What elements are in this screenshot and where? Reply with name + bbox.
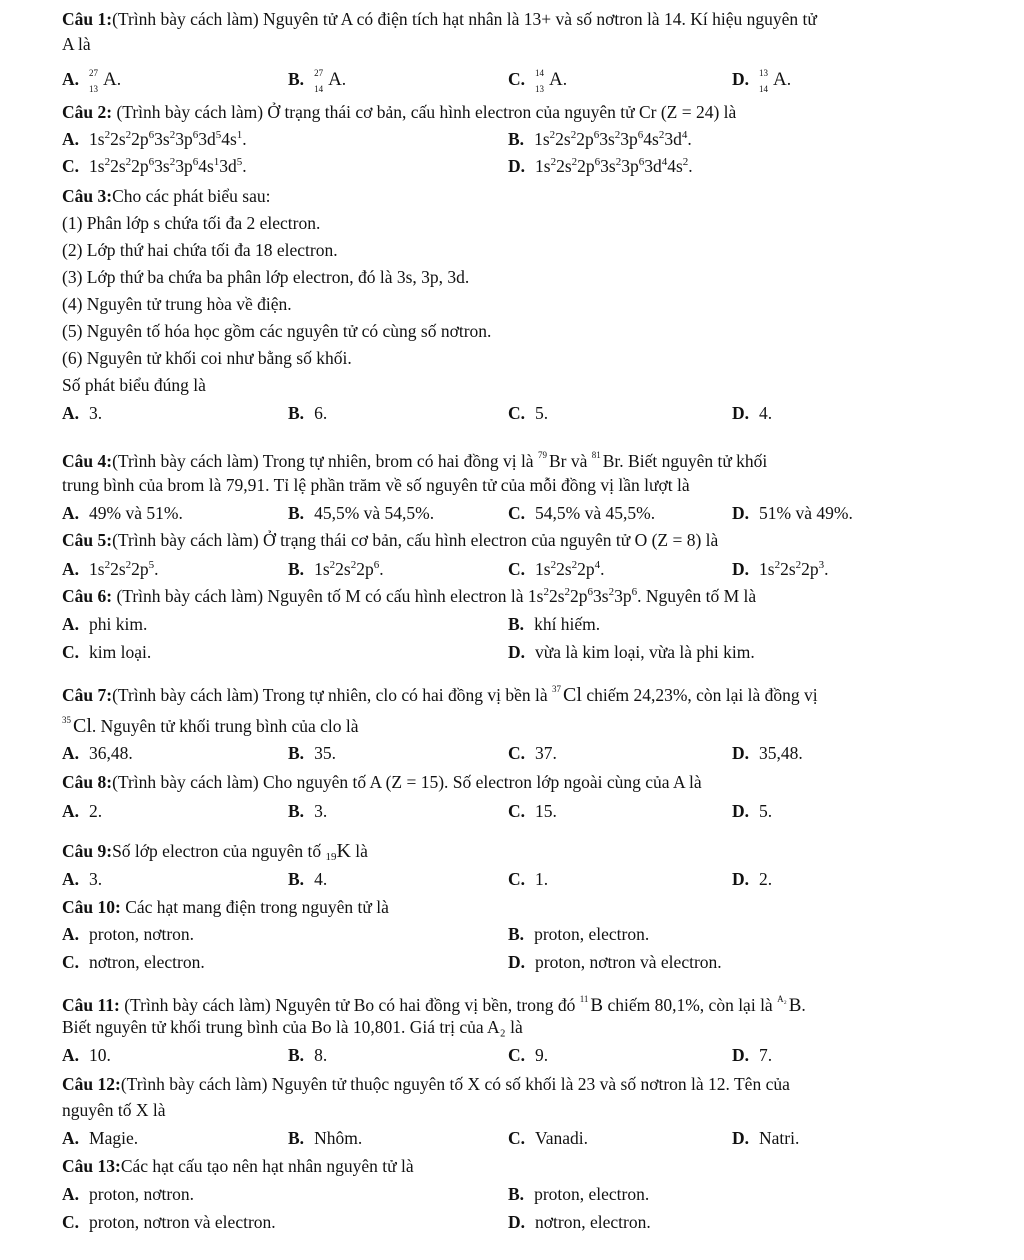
- statement: (6) Nguyên tử khối coi như bằng số khối.: [62, 348, 352, 368]
- option-b: B. 35.: [288, 743, 336, 763]
- option-d: D. 2.: [732, 869, 773, 889]
- question-8: Câu 8:(Trình bày cách làm) Cho nguyên tố A (Z = 15). Số electron lớp ngoài cùng của A là: [62, 772, 702, 792]
- option-b: B. khí hiếm.: [508, 614, 601, 634]
- option-b: B. 3.: [288, 801, 328, 821]
- option-d: D. $1s^22s^22p^3$.: [732, 559, 829, 579]
- question-6: Câu 6: (Trình bày cách làm) Nguyên tố M có cấu hình electron là $1s^22s^22p^63s^23p^6$. Nguyên tố M là: [62, 586, 757, 606]
- option-d: D. 5.: [732, 801, 773, 821]
- option-d: D. vừa là kim loại, vừa là phi kim.: [508, 642, 755, 662]
- question-7: Câu 7:(Trình bày cách làm) Trong tự nhiên, clo có hai đồng vị bền là $^{37}$ Cl chiếm 24,23%, còn lại là đồng vị: [62, 684, 818, 706]
- option-b: B. 6.: [288, 403, 328, 423]
- option-d: D. nơtron, electron.: [508, 1212, 651, 1232]
- option-d: D. 13 14 A.: [732, 68, 792, 94]
- statement: (1) Phân lớp s chứa tối đa 2 electron.: [62, 213, 321, 233]
- option-b: B. $1s^22s^22p^6$.: [288, 559, 384, 579]
- statement: (3) Lớp thứ ba chứa ba phân lớp electron, đó là 3s, 3p, 3d.: [62, 267, 470, 287]
- question-9: Câu 9:Số lớp electron của nguyên tố $_{19}$K là: [62, 840, 368, 863]
- option-c: C. proton, nơtron và electron.: [62, 1212, 276, 1232]
- option-c: C. 14 13 A.: [508, 68, 568, 94]
- option-d: D. 51% và 49%.: [732, 503, 853, 523]
- question-10: Câu 10: Các hạt mang điện trong nguyên tử là: [62, 897, 389, 917]
- option-a: A. proton, nơtron.: [62, 1184, 195, 1204]
- option-c: C. 54,5% và 45,5%.: [508, 503, 656, 523]
- option-c: C. 1.: [508, 869, 549, 889]
- option-b: B. proton, electron.: [508, 924, 650, 944]
- option-c: C. 15.: [508, 801, 557, 821]
- option-d: D. Natri.: [732, 1128, 800, 1148]
- option-a: A. $1s^22s^22p^63s^23p^63d^54s^1$.: [62, 129, 247, 149]
- question-5: Câu 5:(Trình bày cách làm) Ở trạng thái cơ bản, cấu hình electron của nguyên tử O (Z = 8) là: [62, 530, 719, 550]
- option-b: B. $1s^22s^22p^63s^23p^64s^23d^4$.: [508, 129, 692, 149]
- option-a: A. phi kim.: [62, 614, 148, 634]
- option-a: A. Magie.: [62, 1128, 139, 1148]
- option-d: D. $1s^22s^22p^63s^23p^63d^44s^2$.: [508, 156, 693, 176]
- option-d: D. proton, nơtron và electron.: [508, 952, 722, 972]
- option-a: A. proton, nơtron.: [62, 924, 195, 944]
- option-b: B. 4.: [288, 869, 328, 889]
- option-c: C. 37.: [508, 743, 557, 763]
- question-4: Câu 4:(Trình bày cách làm) Trong tự nhiên, brom có hai đồng vị là $^{79}$ Br và $^{81}$ Br. Biết nguyên tử khối: [62, 450, 768, 471]
- statement: (5) Nguyên tố hóa học gồm các nguyên tử có cùng số nơtron.: [62, 321, 492, 341]
- option-a: A. 27 13 A.: [62, 68, 122, 94]
- option-c: C. Vanadi.: [508, 1128, 588, 1148]
- question-2: Câu 2: (Trình bày cách làm) Ở trạng thái cơ bản, cấu hình electron của nguyên tử Cr (Z = 24) là: [62, 102, 737, 122]
- option-b: B. 45,5% và 54,5%.: [288, 503, 435, 523]
- option-a: A. 3.: [62, 869, 103, 889]
- option-a: A. $1s^22s^22p^5$.: [62, 559, 159, 579]
- option-c: C. nơtron, electron.: [62, 952, 205, 972]
- question-1: Câu 1:(Trình bày cách làm) Nguyên tử A có điện tích hạt nhân là 13+ và số nơtron là 14. Kí hiệu nguyên tử: [62, 9, 817, 29]
- question-11: Câu 11: (Trình bày cách làm) Nguyên tử Bo có hai đồng vị bền, trong đó $^{11}$ B chiếm 80,1%, còn lại là $^{A_2}$ B.: [62, 994, 806, 1016]
- question-number: Câu 1:: [62, 9, 113, 29]
- option-a: A. 3.: [62, 403, 103, 423]
- option-d: D. 7.: [732, 1045, 773, 1065]
- worksheet-page: Câu 1:(Trình bày cách làm) Nguyên tử A có điện tích hạt nhân là 13+ và số nơtron là 14. Kí hiệu nguyên tử A là A. 27 13 A. B. 27 14 A. C. 14 13 A. D. 13 14 A. Câu 2: (Trình bày cách làm) Ở trạng thái cơ bản, cấu hình electron của nguyên tử Cr (Z = 24) là A. $1s^22s^22p^63s^23p^63d^54s^1$. B. $1s^22s^22p^63s^23p^64s^23d^4$. C. $1s^22s^22p^63s^23p^64s^13d^5$. D. $1s^22s^22p^63s^23p^63d^44s^2$. Câu 3:Cho các phát biểu sau: (1) Phân lớp s chứa tối đa 2 electron. (2) Lớp thứ hai chứa tối đa 18 electron. (3) Lớp thứ ba chứa ba phân lớp electron, đó là 3s, 3p, 3d. (4) Nguyên tử trung hòa về điện. (5) Nguyên tố hóa học gồm các nguyên tử có cùng số nơtron. (6) Nguyên tử khối coi như bằng số khối. Số phát biểu đúng là A. 3. B. 6. C. 5. D. 4. Câu 4:(Trình bày cách làm) Trong tự nhiên, brom có hai đồng vị là $^{79}$ Br và $^{81}$ Br. Biết nguyên tử khối trung bình của brom là 79,91. Tỉ lệ phần trăm về số nguyên tử của mỗi đồng vị lần lượt là A. 49% và 51%. B. 45,5% và 54,5%. C. 54,5% và 45,5%. D. 51% và 49%. Câu 5:(Trình bày cách làm) Ở trạng thái cơ bản, cấu hình electron của nguyên tử O (Z = 8) là A. $1s^22s^22p^5$. B. $1s^22s^22p^6$. C. $1s^22s^22p^4$. D. $1s^22s^22p^3$. Câu 6: (Trình bày cách làm) Nguyên tố M có cấu hình electron là $1s^22s^22p^63s^23p^6$. Nguyên tố M là A. phi kim. B. khí hiếm. C. kim loại. D. vừa là kim loại, vừa là phi kim. Câu 7:(Trình bày cách làm) Trong tự nhiên, clo có hai đồng vị bền là $^{37}$ Cl chiếm 24,23%, còn lại là đồng vị $^{35}$ Cl. Nguyên tử khối trung bình của clo là A. 36,48. B. 35. C. 37. D. 35,48. Câu 8:(Trình bày cách làm) Cho nguyên tố A (Z = 15). Số electron lớp ngoài cùng của A là A. 2. B. 3. C. 15. D. 5. Câu 9:Số lớp electron của nguyên tố $_{19}$K là A. 3. B. 4. C. 1. D. 2. Câu 10: Các hạt mang điện trong nguyên tử là A. proton, nơtron. B. proton, electron. C. nơtron, electron. D. proton, nơtron và electron. Câu 11: (Trình bày cách làm) Nguyên tử Bo có hai đồng vị bền, trong đó $^{11}$ B chiếm 80,1%, còn lại là $^{A_2}$ B. Biết nguyên tử khối trung bình của Bo là 10,801. Giá trị của A₂ là A. 10. B. 8. C. 9. D. 7. Câu 12:(Trình bày cách làm) Nguyên tử thuộc nguyên tố X có số khối là 23 và số nơtron là 12. Tên của nguyên tố X là A. Magie. B. Nhôm. C. Vanadi. D. Natri. Câu 13:Các hạt cấu tạo nên hạt nhân nguyên tử là A. proton, nơtron. B. proton, electron. C. proton, nơtron và electron. D. nơtron, electron.: [0, 0, 1024, 1260]
- option-a: A. 36,48.: [62, 743, 133, 763]
- option-b: B. proton, electron.: [508, 1184, 650, 1204]
- option-c: C. 5.: [508, 403, 549, 423]
- option-a: A. 49% và 51%.: [62, 503, 183, 523]
- option-c: C. $1s^22s^22p^4$.: [508, 559, 605, 579]
- option-c: C. $1s^22s^22p^63s^23p^64s^13d^5$.: [62, 156, 247, 176]
- option-d: D. 4.: [732, 403, 773, 423]
- option-d: D. 35,48.: [732, 743, 803, 763]
- option-b: B. Nhôm.: [288, 1128, 363, 1148]
- question-12: Câu 12:(Trình bày cách làm) Nguyên tử thuộc nguyên tố X có số khối là 23 và số nơtron là 12. Tên của: [62, 1074, 790, 1094]
- option-b: B. 8.: [288, 1045, 328, 1065]
- question-3: Câu 3:Cho các phát biểu sau:: [62, 186, 271, 206]
- question-13: Câu 13:Các hạt cấu tạo nên hạt nhân nguyên tử là: [62, 1156, 414, 1176]
- option-a: A. 2.: [62, 801, 103, 821]
- statement: (2) Lớp thứ hai chứa tối đa 18 electron.: [62, 240, 338, 260]
- option-b: B. 27 14 A.: [288, 68, 347, 94]
- option-c: C. kim loại.: [62, 642, 152, 662]
- option-c: C. 9.: [508, 1045, 549, 1065]
- statement: (4) Nguyên tử trung hòa về điện.: [62, 294, 292, 314]
- option-a: A. 10.: [62, 1045, 111, 1065]
